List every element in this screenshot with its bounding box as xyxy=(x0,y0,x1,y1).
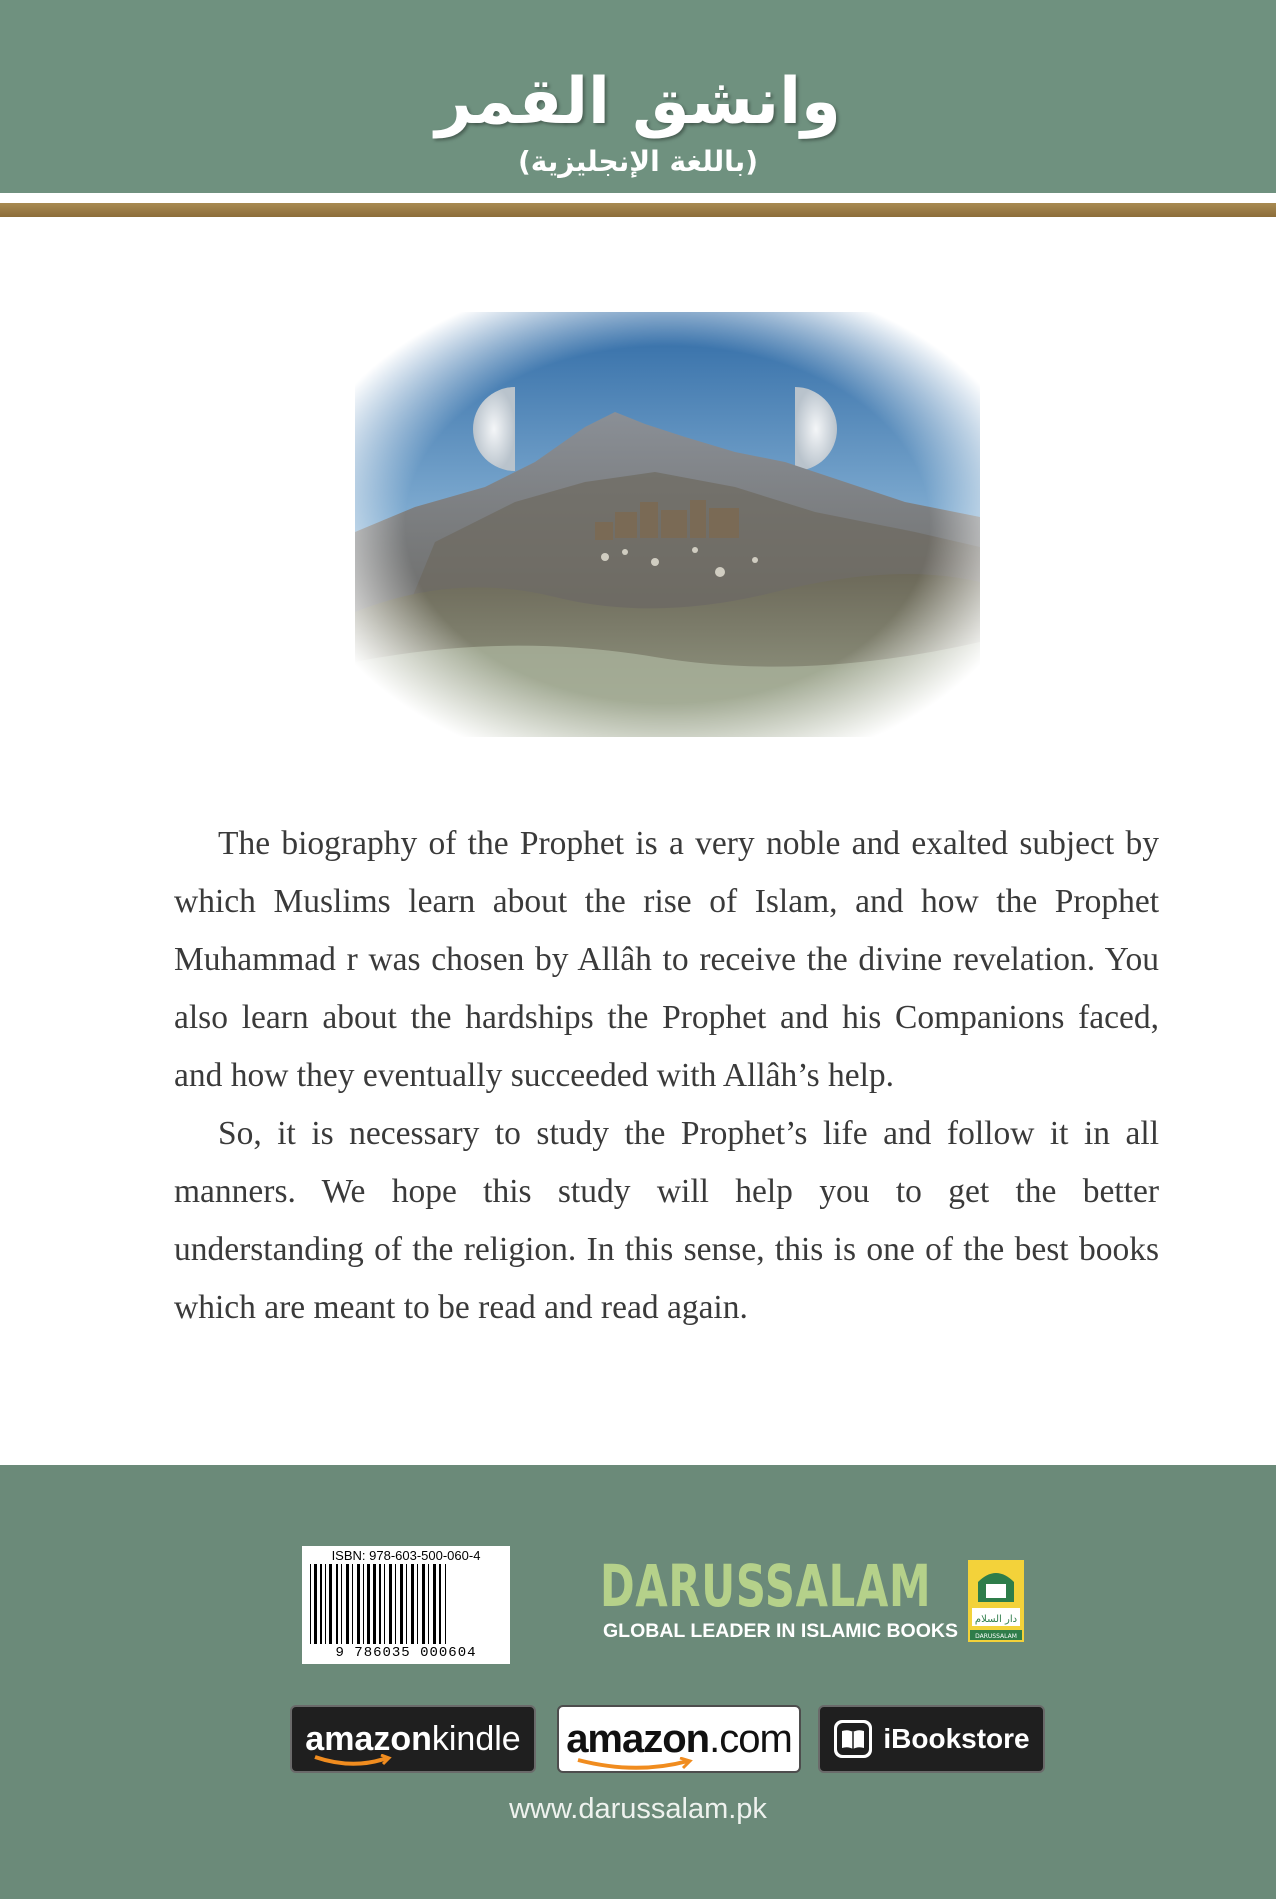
isbn-label: ISBN: 978-603-500-060-4 xyxy=(331,1548,481,1563)
publisher-tagline: GLOBAL LEADER IN ISLAMIC BOOKS xyxy=(603,1620,958,1642)
barcode-bar xyxy=(329,1564,332,1644)
barcode-bar xyxy=(400,1564,403,1644)
arabic-title: وانشق القمر xyxy=(435,65,841,139)
barcode-bar xyxy=(314,1564,317,1644)
barcode-bar xyxy=(417,1564,418,1644)
book-icon xyxy=(833,1719,873,1759)
cover-photo xyxy=(355,312,980,737)
kindle-badge-amazon-text: amazon xyxy=(305,1719,432,1758)
barcode-bar xyxy=(341,1564,342,1644)
publisher-logo xyxy=(968,1560,1024,1642)
barcode-bar xyxy=(384,1564,385,1644)
barcode-bar xyxy=(367,1564,370,1644)
gold-rule xyxy=(0,203,1276,217)
barcode-bars xyxy=(308,1564,504,1644)
barcode-bar xyxy=(411,1564,414,1644)
barcode-bar xyxy=(428,1564,429,1644)
barcode-bar xyxy=(422,1564,425,1644)
barcode-bar xyxy=(439,1564,441,1644)
barcode-bar xyxy=(336,1564,338,1644)
header-band xyxy=(0,0,1276,196)
kindle-badge-kindle-text: kindle xyxy=(431,1719,521,1758)
barcode-bar xyxy=(363,1564,364,1644)
blurb-paragraph-2: So, it is necessary to study the Prophet’s life and follow it in all manners. We hope this study will help you to get the better understanding of the religion. In this sense, this is one of the best books which are meant to be read and read again. xyxy=(174,1115,1159,1326)
ibookstore-badge[interactable] xyxy=(818,1705,1045,1773)
barcode-bar xyxy=(357,1564,360,1644)
footer-band xyxy=(0,1465,1276,1899)
barcode-bar xyxy=(373,1564,376,1644)
blurb-paragraph-1: The biography of the Prophet is a very noble and exalted subject by which Muslims learn about the rise of Islam, and how the Prophet Muhammad r was chosen by Allâh to receive the divine revelation. You also learn about the hardships the Prophet and his Companions faced, and how they eventually succeeded with Allâh’s help. xyxy=(174,825,1159,1094)
amazon-com-badge[interactable] xyxy=(557,1705,801,1773)
barcode-bar xyxy=(395,1564,396,1644)
isbn-barcode xyxy=(302,1546,510,1664)
barcode-bar xyxy=(445,1564,446,1644)
ibookstore-label: iBookstore xyxy=(883,1723,1030,1754)
publisher-name: DARUSSALAM xyxy=(600,1552,932,1620)
amazon-badge-com-text: .com xyxy=(709,1716,792,1761)
barcode-bar xyxy=(352,1564,353,1644)
publisher-logo-english: DARUSSALAM xyxy=(975,1633,1017,1640)
barcode-bar xyxy=(379,1564,381,1644)
publisher-website[interactable]: www.darussalam.pk xyxy=(509,1793,767,1825)
amazon-smile-icon xyxy=(576,1757,696,1773)
arabic-subtitle: (باللغة الإنجليزية) xyxy=(517,145,758,178)
header-divider xyxy=(0,193,1276,200)
barcode-bar xyxy=(433,1564,436,1644)
amazon-badge-amazon-text: amazon xyxy=(566,1716,710,1761)
barcode-bar xyxy=(320,1564,322,1644)
amazon-kindle-badge[interactable] xyxy=(290,1705,536,1773)
barcode-bar xyxy=(325,1564,326,1644)
publisher-logo-arabic: دار السلام xyxy=(974,1614,1018,1625)
back-cover-blurb xyxy=(174,815,1159,1337)
barcode-digits: 9 786035 000604 xyxy=(335,1645,477,1661)
barcode-bar xyxy=(346,1564,349,1644)
barcode-bar xyxy=(389,1564,392,1644)
amazon-smile-icon xyxy=(313,1754,393,1768)
barcode-bar xyxy=(310,1564,311,1644)
barcode-bar xyxy=(406,1564,407,1644)
